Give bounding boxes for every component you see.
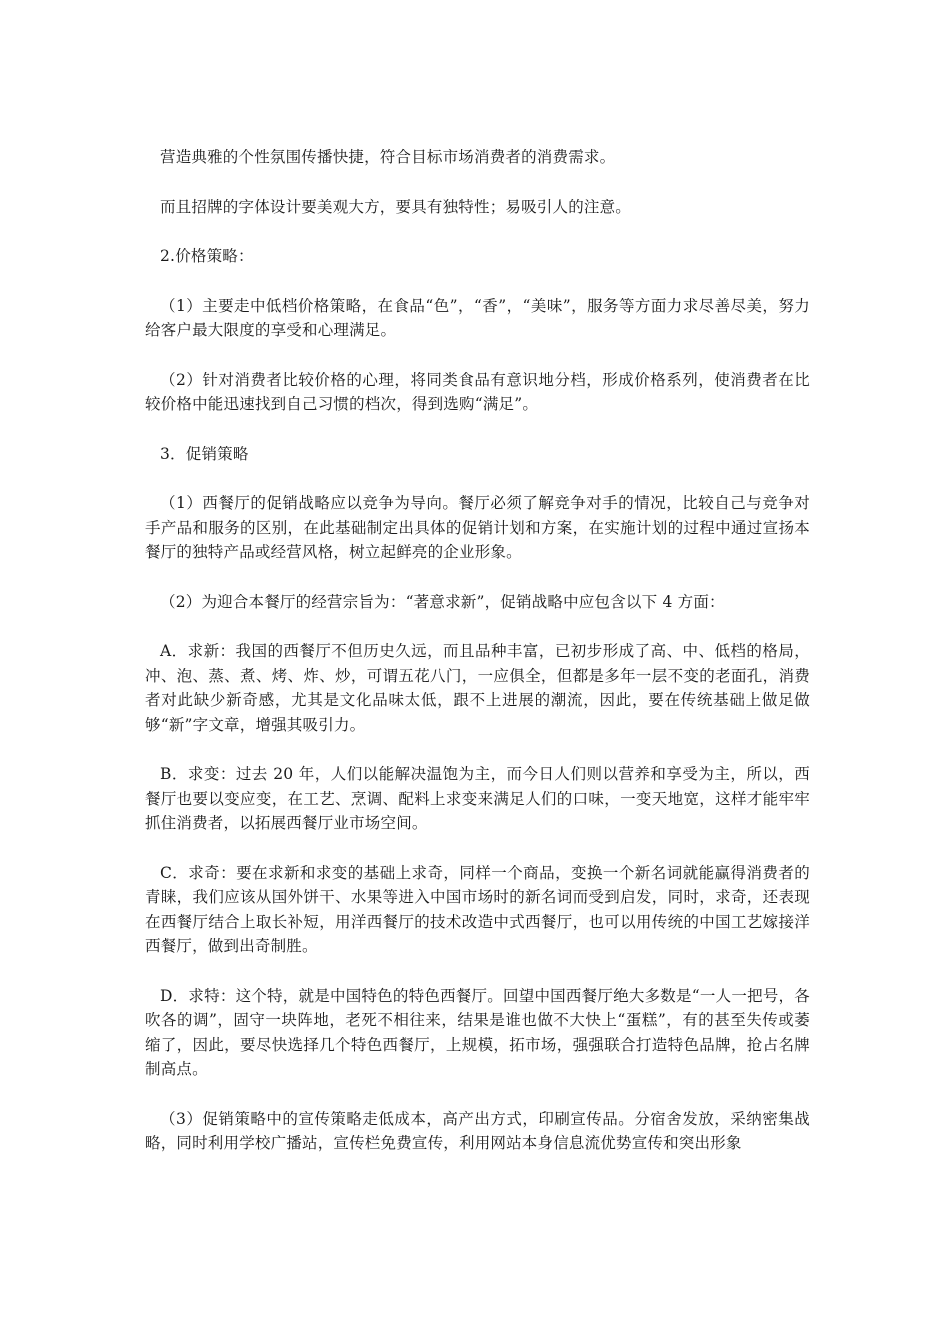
paragraph-promotion-c: C．求奇：要在求新和求变的基础上求奇，同样一个商品，变换一个新名词就能赢得消费者的青睐，我们应该从国外饼干、水果等进入中国市场时的新名词而受到启发，同时，求奇，还表现在西餐厅结合上取长补短，用洋西餐厅的技术改造中式西餐厅，也可以用传统的中国工艺嫁接洋西餐厅，做到出奇制胜。 — [145, 863, 810, 955]
paragraph-promotion-a: A．求新：我国的西餐厅不但历史久远，而且品种丰富，已初步形成了高、中、低档的格局，冲、泡、蒸、煮、烤、炸、炒，可谓五花八门，一应俱全，但都是多年一层不变的老面孔，消费者对此缺少新奇感，尤其是文化品味太低，跟不上进展的潮流，因此，要在传统基础上做足做够“新”字文章，增强其吸引力。 — [145, 642, 810, 734]
document-page — [145, 145, 810, 1181]
paragraph-promotion-b: B．求变：过去 20 年，人们以能解决温饱为主，而今日人们则以营养和享受为主，所以，西餐厅也要以变应变，在工艺、烹调、配料上求变来满足人们的口味，一变天地宽，这样才能牢牢抓住消费者，以拓展西餐厅业市场空间。 — [145, 765, 810, 832]
paragraph-promotion-1: （1）西餐厅的促销战略应以竞争为导向。餐厅必须了解竞争对手的情况，比较自己与竞争对手产品和服务的区别，在此基础制定出具体的促销计划和方案，在实施计划的过程中通过宣扬本餐厅的独特产品或经营风格，树立起鲜亮的企业形象。 — [145, 494, 810, 561]
paragraph-promotion-3: （3）促销策略中的宣传策略走低成本，高产出方式，印刷宣传品。分宿舍发放，采纳密集战略，同时利用学校广播站，宣传栏免费宣传，利用网站本身信息流优势宣传和突出形象 — [145, 1109, 810, 1152]
heading-price-strategy: 2.价格策略： — [160, 247, 254, 265]
paragraph-price-1: （1）主要走中低档价格策略，在食品“色”，“香”，“美味”，服务等方面力求尽善尽美，努力给客户最大限度的享受和心理满足。 — [145, 296, 810, 339]
heading-promotion-strategy: 3．促销策略 — [160, 444, 249, 463]
paragraph-promotion-d: D．求特：这个特，就是中国特色的特色西餐厅。回望中国西餐厅绝大多数是“一人一把号，各吹各的调”，固守一块阵地，老死不相往来，结果是谁也做不大快上“蛋糕”，有的甚至失传或萎缩了，因此，要尽快选择几个特色西餐厅，上规模，拓市场，强强联合打造特色品牌，抢占名牌制高点。 — [145, 986, 810, 1078]
paragraph-price-2: （2）针对消费者比较价格的心理，将同类食品有意识地分档，形成价格系列，使消费者在比较价格中能迅速找到自己习惯的档次，得到选购“满足”。 — [145, 370, 810, 413]
paragraph-signage-atmosphere: 营造典雅的个性氛围传播快捷，符合目标市场消费者的消费需求。 — [160, 148, 616, 166]
paragraph-promotion-2: （2）为迎合本餐厅的经营宗旨为：“著意求新”，促销战略中应包含以下 4 方面： — [160, 592, 725, 611]
paragraph-signage-font: 而且招牌的字体设计要美观大方，要具有独特性；易吸引人的注意。 — [160, 197, 632, 216]
